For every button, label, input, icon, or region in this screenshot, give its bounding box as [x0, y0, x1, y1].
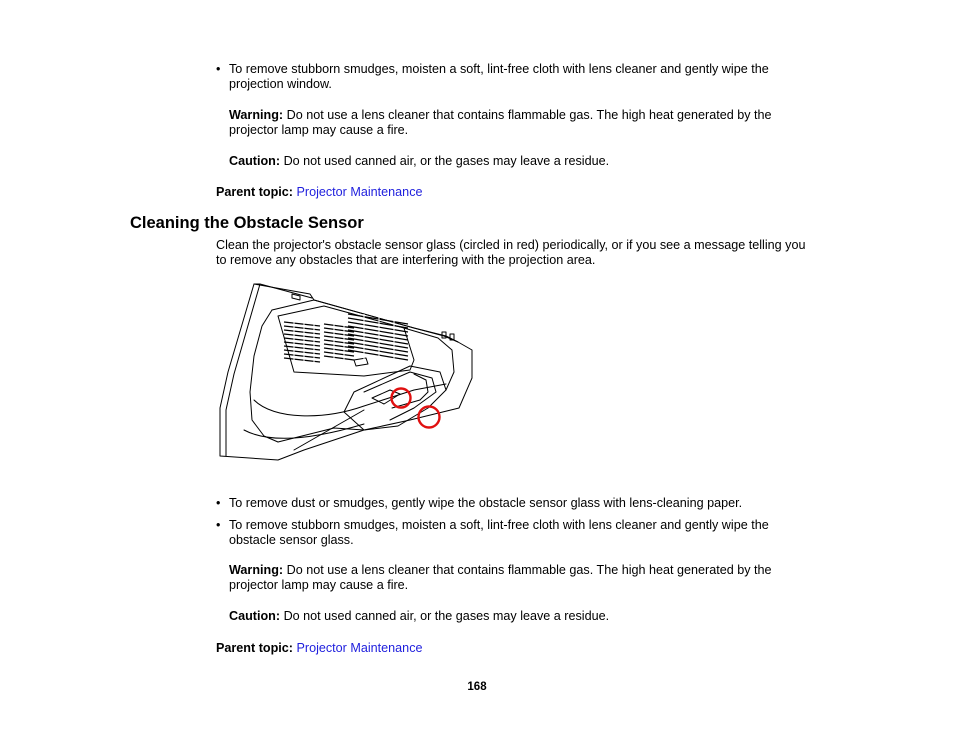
- bullet-marker: •: [216, 518, 221, 532]
- parent-topic-label: Parent topic:: [216, 185, 293, 199]
- parent-topic-link[interactable]: Projector Maintenance: [296, 641, 423, 655]
- caution-text: Do not used canned air, or the gases may leave a residue.: [280, 154, 610, 168]
- bullet-stubborn-smudges-window: To remove stubborn smudges, moisten a soft, lint-free cloth with lens cleaner and gently wipe the projection window.: [229, 62, 769, 92]
- bullet-marker: •: [216, 62, 221, 76]
- warning-label: Warning:: [229, 108, 284, 122]
- caution-note: [229, 609, 819, 624]
- parent-topic: [216, 641, 423, 656]
- projector-illustration: [214, 280, 480, 464]
- warning-text: Do not use a lens cleaner that contains flammable gas. The high heat generated by the projector lamp may cause a fire.: [229, 563, 772, 593]
- bullet-dust-smudges: To remove dust or smudges, gently wipe the obstacle sensor glass with lens-cleaning paper.: [229, 496, 743, 510]
- warning-note: [229, 563, 819, 594]
- bullet-stubborn-smudges-sensor: To remove stubborn smudges, moisten a soft, lint-free cloth with lens cleaner and gently wipe the obstacle sensor glass.: [229, 518, 769, 548]
- section-intro: Clean the projector's obstacle sensor glass (circled in red) periodically, or if you see a message telling you to remove any obstacles that are interfering with the projection area.: [216, 238, 806, 268]
- bullet-marker: •: [216, 496, 221, 510]
- parent-topic: [216, 185, 423, 200]
- caution-label: Caution:: [229, 609, 281, 623]
- warning-text: Do not use a lens cleaner that contains flammable gas. The high heat generated by the projector lamp may cause a fire.: [229, 108, 772, 138]
- caution-label: Caution:: [229, 154, 281, 168]
- warning-note: [229, 108, 819, 139]
- caution-text: Do not used canned air, or the gases may leave a residue.: [280, 609, 610, 623]
- parent-topic-label: Parent topic:: [216, 641, 293, 655]
- page-number: 168: [467, 681, 487, 693]
- warning-label: Warning:: [229, 563, 284, 577]
- caution-note: [229, 154, 819, 169]
- section-heading: Cleaning the Obstacle Sensor: [130, 214, 364, 232]
- parent-topic-link[interactable]: Projector Maintenance: [296, 185, 423, 199]
